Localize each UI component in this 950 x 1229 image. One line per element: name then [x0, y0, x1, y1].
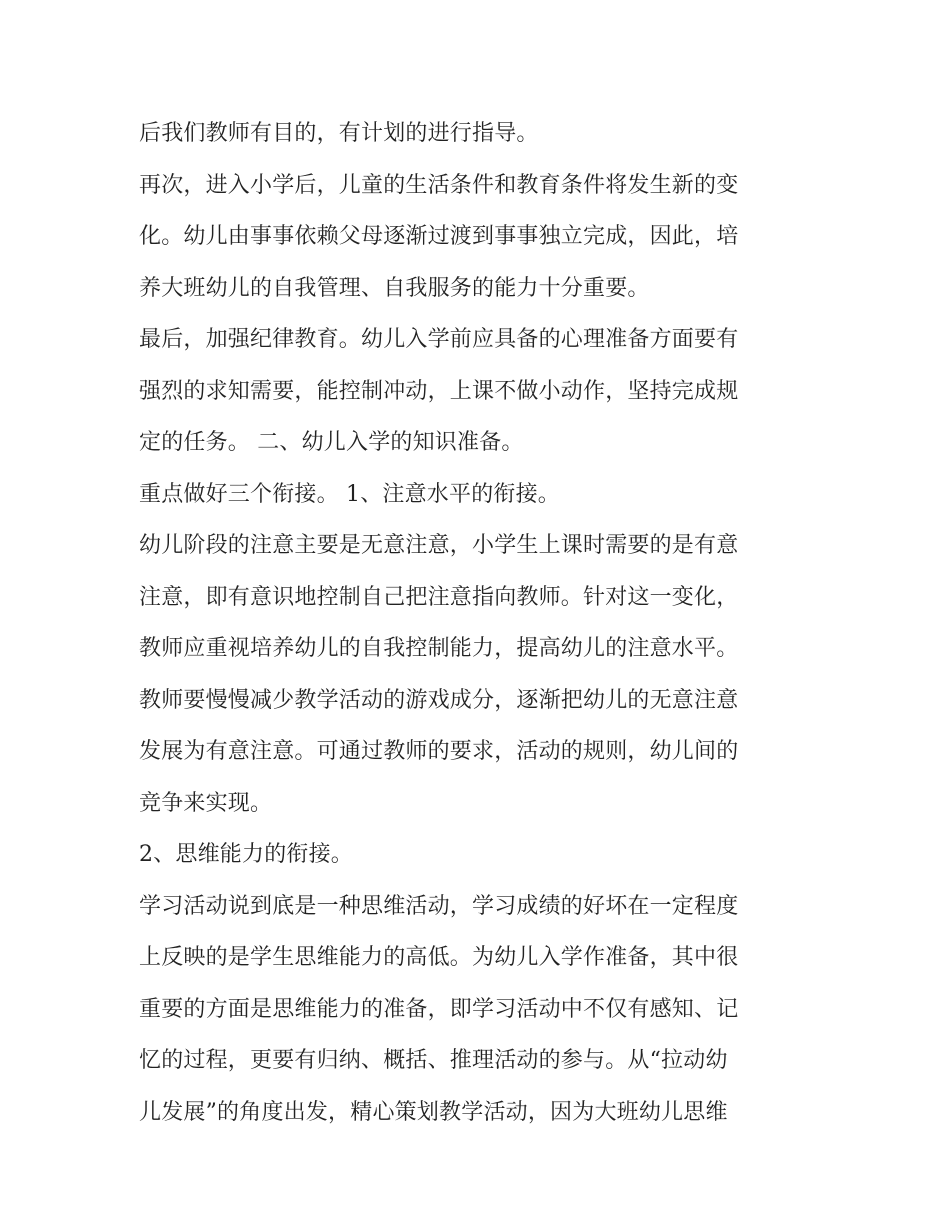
text-line: 再次，进入小学后，儿童的生活条件和教育条件将发生新的变: [139, 172, 739, 198]
text-line: 竞争来实现。: [139, 790, 273, 816]
text-line: 幼儿阶段的注意主要是无意注意，小学生上课时需要的是有意: [139, 533, 739, 558]
text-line: 儿发展”的角度出发，精心策划教学活动，因为大班幼儿思维: [139, 1099, 728, 1125]
body-text: [139, 108, 819, 1138]
text-line: 2、思维能力的衔接。: [139, 842, 353, 867]
text-line: 重点做好三个衔接。 1、注意水平的衔接。: [139, 481, 560, 507]
text-line: 养大班幼儿的自我管理、自我服务的能力十分重要。: [139, 275, 650, 301]
text-line: 最后，加强纪律教育。幼儿入学前应具备的心理准备方面要有: [139, 327, 739, 352]
text-line: 后我们教师有目的，有计划的进行指导。: [139, 121, 539, 146]
text-line: 强烈的求知需要，能控制冲动，上课不做小动作，坚持完成规: [139, 378, 739, 404]
text-line: 学习活动说到底是一种思维活动，学习成绩的好坏在一定程度: [139, 893, 739, 919]
text-line: 注意，即有意识地控制自己把注意指向教师。针对这一变化，: [139, 584, 739, 610]
text-line: 化。幼儿由事事依赖父母逐渐过渡到事事独立完成，因此，培: [139, 224, 739, 249]
text-line: 定的任务。 二、幼儿入学的知识准备。: [139, 430, 524, 455]
text-line: 上反映的是学生思维能力的高低。为幼儿入学作准备，其中很: [139, 945, 739, 970]
text-line: 忆的过程，更要有归纳、概括、推理活动的参与。从“拉动幼: [139, 1048, 728, 1073]
text-line: 重要的方面是思维能力的准备，即学习活动中不仅有感知、记: [139, 996, 739, 1022]
text-line: 发展为有意注意。可通过教师的要求，活动的规则，幼儿间的: [139, 739, 739, 764]
text-line: 教师应重视培养幼儿的自我控制能力，提高幼儿的注意水平。: [139, 636, 739, 661]
text-line: 教师要慢慢减少教学活动的游戏成分，逐渐把幼儿的无意注意: [139, 687, 739, 713]
